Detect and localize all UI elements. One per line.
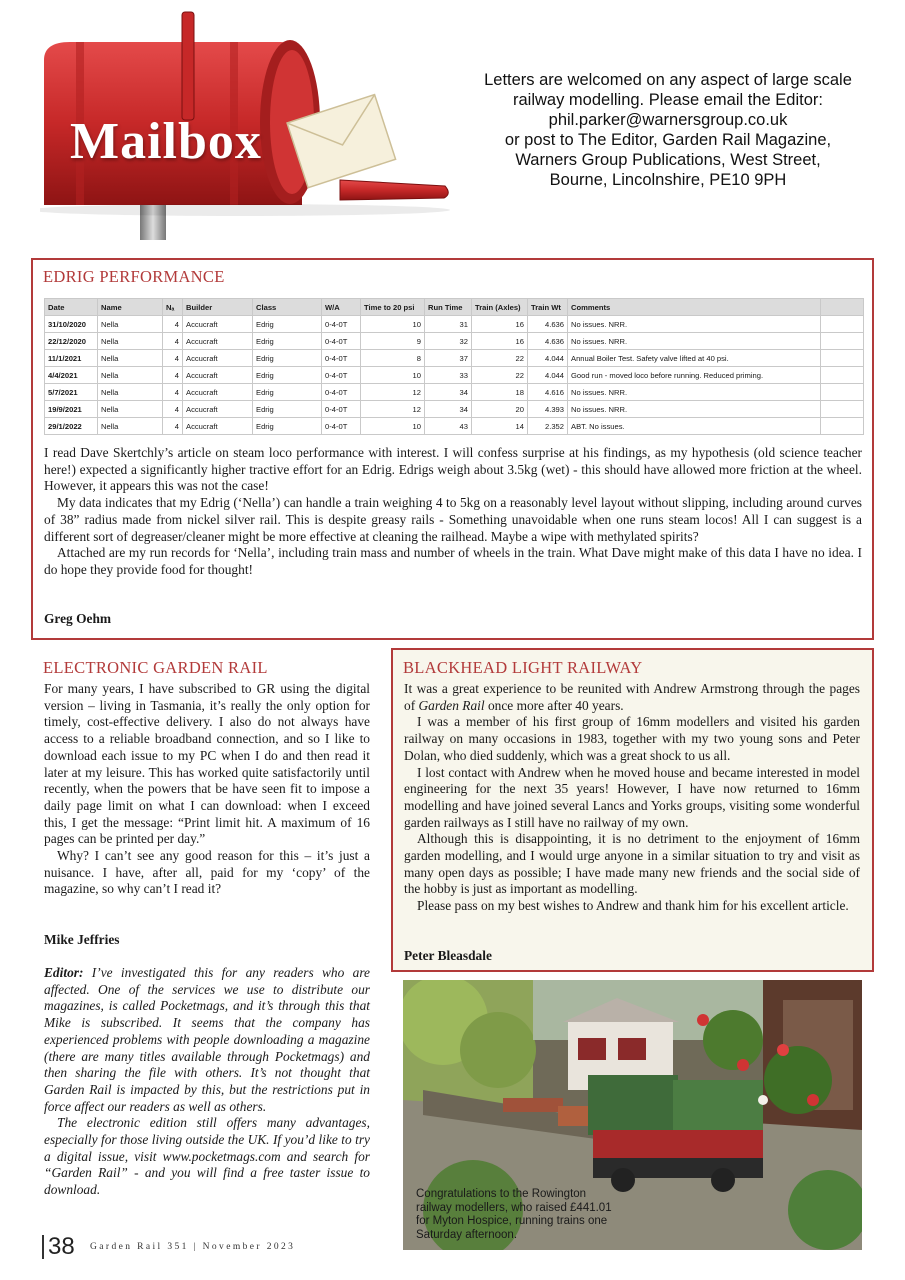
column-header: Nₐ	[163, 299, 183, 316]
table-cell: 10	[361, 418, 425, 435]
table-cell: Edrig	[253, 418, 322, 435]
editor-label: Editor:	[44, 965, 84, 980]
table-cell: Edrig	[253, 367, 322, 384]
table-cell: 12	[361, 401, 425, 418]
table-cell: 4	[163, 316, 183, 333]
page-title: Mailbox	[70, 113, 262, 170]
table-cell: Nella	[98, 350, 163, 367]
table-cell: 5/7/2021	[45, 384, 98, 401]
submission-instructions	[468, 70, 868, 190]
table-cell: 34	[425, 401, 472, 418]
table-cell: Accucraft	[183, 333, 253, 350]
table-cell: 8	[361, 350, 425, 367]
photo-caption: Congratulations to the Rowington railway modellers, who raised £441.01 for Myton Hospice, running trains one Saturday afternoon.	[416, 1188, 612, 1241]
table-cell: 4	[163, 333, 183, 350]
column-header: Train (Axles)	[472, 299, 528, 316]
electronic-letter-body	[44, 681, 370, 898]
blackhead-heading: BLACKHEAD LIGHT RAILWAY	[403, 658, 643, 677]
table-cell: 16	[472, 316, 528, 333]
table-cell: Nella	[98, 401, 163, 418]
table-cell: 4	[163, 401, 183, 418]
table-cell: 33	[425, 367, 472, 384]
letter-signature: Greg Oehm	[44, 611, 112, 626]
intro-line: or post to The Editor, Garden Rail Magazine,	[504, 131, 832, 149]
paragraph	[404, 681, 860, 714]
intro-line: Letters are welcomed on any aspect of large scale	[484, 71, 852, 89]
table-cell: 22	[472, 350, 528, 367]
table-cell: 4	[163, 418, 183, 435]
run-records-table	[44, 298, 864, 435]
footer-issue-info: Garden Rail 351 | November 2023	[90, 1242, 296, 1252]
intro-line: railway modelling. Please email the Editor:	[513, 91, 823, 109]
column-header: Train Wt	[528, 299, 568, 316]
footer-rule	[42, 1235, 44, 1259]
table-cell: 0-4-0T	[322, 401, 361, 418]
table-cell: 22/12/2020	[45, 333, 98, 350]
paragraph: Please pass on my best wishes to Andrew and thank him for his excellent article.	[417, 898, 849, 914]
column-header: Time to 20 psi	[361, 299, 425, 316]
table-cell: 43	[425, 418, 472, 435]
text-run: once more after 40 years.	[484, 697, 624, 713]
table-cell: No issues. NRR.	[568, 384, 821, 401]
table-cell: Nella	[98, 384, 163, 401]
table-cell: 4.636	[528, 333, 568, 350]
table-cell: Edrig	[253, 333, 322, 350]
table-cell	[821, 384, 864, 401]
table-cell: 11/1/2021	[45, 350, 98, 367]
table-cell: No issues. NRR.	[568, 333, 821, 350]
table-cell: 0-4-0T	[322, 350, 361, 367]
column-header: Name	[98, 299, 163, 316]
letter-signature: Mike Jeffries	[44, 932, 120, 947]
table-cell: Edrig	[253, 384, 322, 401]
table-cell	[821, 367, 864, 384]
table-cell: 14	[472, 418, 528, 435]
paragraph: I was a member of his first group of 16mm modellers and visited his garden railway on many occasions in 1983, together with my two young sons and Peter Dolan, who died suddenly, which was a great shock to us all.	[404, 714, 860, 763]
table-cell: Edrig	[253, 401, 322, 418]
table-cell: Good run - moved loco before running. Reduced priming.	[568, 367, 821, 384]
table-cell: 16	[472, 333, 528, 350]
table-cell: 0-4-0T	[322, 384, 361, 401]
table-header-row	[45, 299, 864, 316]
table-cell: No issues. NRR.	[568, 316, 821, 333]
table-cell	[821, 418, 864, 435]
table-cell: Edrig	[253, 316, 322, 333]
paragraph: Although this is disappointing, it is no detriment to the enjoyment of 16mm garden modelling, and I would urge anyone in a similar situation to try and visit as many open days as possible; I have made many new friends and the social side of the hobby is just as important as modelling.	[404, 831, 860, 897]
table-cell: 22	[472, 367, 528, 384]
table-cell: 0-4-0T	[322, 418, 361, 435]
table-cell: 34	[425, 384, 472, 401]
table-cell: 31/10/2020	[45, 316, 98, 333]
table-row	[45, 367, 864, 384]
text-run: It was a great experience to be reunited with Andrew Armstrong through the pages of	[404, 681, 860, 713]
edrig-letter-body	[44, 445, 862, 579]
table-cell: 31	[425, 316, 472, 333]
table-cell: 19/9/2021	[45, 401, 98, 418]
table-cell: Nella	[98, 418, 163, 435]
intro-line: Warners Group Publications, West Street,	[515, 151, 821, 169]
table-row	[45, 333, 864, 350]
table-cell: 29/1/2022	[45, 418, 98, 435]
magazine-title: Garden Rail	[418, 697, 485, 713]
paragraph	[44, 965, 370, 1115]
editor-reply-text: I’ve investigated this for any readers who are affected. One of the services we use to distribute our magazines, is called Pocketmags, and it’s through this that Mike is subscribed. It seems that the company has experienced problems with people downloading a magazine (there are many titles available through Pocketmags) and then sharing the file with others. It’s not thought that Garden Rail is impacted by this, but the restrictions put in force affect our readers as well as others.	[44, 965, 370, 1114]
table-cell: 10	[361, 367, 425, 384]
column-header: W/A	[322, 299, 361, 316]
table-cell	[821, 401, 864, 418]
table-cell: 18	[472, 384, 528, 401]
table-row	[45, 384, 864, 401]
table-cell	[821, 333, 864, 350]
table-row	[45, 418, 864, 435]
table-cell: 4	[163, 350, 183, 367]
column-header	[821, 299, 864, 316]
table-cell: 4.044	[528, 367, 568, 384]
table-cell: 9	[361, 333, 425, 350]
table-cell: Accucraft	[183, 367, 253, 384]
editor-reply	[44, 965, 370, 1199]
table-cell: No issues. NRR.	[568, 401, 821, 418]
column-header: Date	[45, 299, 98, 316]
table-cell: Nella	[98, 316, 163, 333]
table-cell: Accucraft	[183, 350, 253, 367]
intro-line: Bourne, Lincolnshire, PE10 9PH	[549, 171, 787, 189]
editor-email: phil.parker@warnersgroup.co.uk	[548, 111, 788, 129]
blackhead-letter-body	[404, 681, 860, 915]
paragraph: Attached are my run records for ‘Nella’, including train mass and number of wheels in the train. What Dave might make of this data I have no idea. I do hope they provide food for thought!	[44, 545, 862, 577]
table-cell: 4.393	[528, 401, 568, 418]
table-cell: Accucraft	[183, 316, 253, 333]
table-cell: 2.352	[528, 418, 568, 435]
edrig-heading: EDRIG PERFORMANCE	[43, 267, 225, 286]
table-cell: 4.616	[528, 384, 568, 401]
paragraph: I lost contact with Andrew when he moved house and became interested in model engineering for the next 35 years! However, I have now returned to 16mm modelling and have joined several Lancs and Yorks groups, visiting some wonderful garden railways as I still have no railway of my own.	[404, 764, 860, 830]
table-cell: 10	[361, 316, 425, 333]
table-cell: Accucraft	[183, 384, 253, 401]
letter-signature: Peter Bleasdale	[404, 948, 492, 963]
table-cell: Accucraft	[183, 418, 253, 435]
table-cell: Annual Boiler Test. Safety valve lifted at 40 psi.	[568, 350, 821, 367]
paragraph: Why? I can’t see any good reason for this – it’s just a nuisance. I have, after all, paid for my ‘copy’ of the magazine, so why can’t I read it?	[44, 848, 370, 897]
table-cell: 4/4/2021	[45, 367, 98, 384]
paragraph: My data indicates that my Edrig (‘Nella’) can handle a train weighing 4 to 5kg on a reasonably level layout without slipping, including around curves of 38” radius made from nickel silver rail. This is despite greasy rails - Something unavoidable when one runs steam locos! All I can suggest is a different sort of degreaser/cleaner might be more effective at cleaning the railhead. Maybe a wipe with methylated spirits?	[44, 495, 862, 544]
table-cell: Nella	[98, 333, 163, 350]
table-row	[45, 316, 864, 333]
table-cell: Accucraft	[183, 401, 253, 418]
table-cell: Edrig	[253, 350, 322, 367]
table-cell: 4	[163, 384, 183, 401]
column-header: Class	[253, 299, 322, 316]
page-number: 38	[48, 1233, 75, 1260]
column-header: Builder	[183, 299, 253, 316]
paragraph: For many years, I have subscribed to GR using the digital version – living in Tasmania, it’s really the only option for timely, cost-effective delivery. I also do not always have access to a reliable broadband connection, and so I like to download each issue to my PC when I do and then read it later at my leisure. This has worked quite satisfactorily until recently, when the powers that be have seen fit to impose a daily page limit on what I can download: when I exceed this, I get the message: “Print limit hit. A maximum of 16 pages can be printed per day.”	[44, 681, 370, 847]
table-cell: 0-4-0T	[322, 333, 361, 350]
table-cell: 20	[472, 401, 528, 418]
paragraph: The electronic edition still offers many advantages, especially for those living outside the UK. If you’d like to try a digital issue, visit www.pocketmags.com and search for “Garden Rail” - and you will find a free taster issue to download.	[44, 1115, 370, 1198]
table-cell: 37	[425, 350, 472, 367]
table-cell	[821, 316, 864, 333]
table-cell: ABT. No issues.	[568, 418, 821, 435]
table-cell: 4	[163, 367, 183, 384]
table-cell: 0-4-0T	[322, 367, 361, 384]
table-cell: Nella	[98, 367, 163, 384]
electronic-heading: ELECTRONIC GARDEN RAIL	[43, 658, 268, 677]
table-row	[45, 401, 864, 418]
table-cell	[821, 350, 864, 367]
table-cell: 4.044	[528, 350, 568, 367]
table-cell: 4.636	[528, 316, 568, 333]
table-row	[45, 350, 864, 367]
table-cell: 12	[361, 384, 425, 401]
column-header: Comments	[568, 299, 821, 316]
table-cell: 32	[425, 333, 472, 350]
column-header: Run Time	[425, 299, 472, 316]
paragraph: I read Dave Skertchly’s article on steam loco performance with interest. I will confess surprise at his findings, as my hypothesis (old science teacher here!) expected a significantly higher tractive effort for an Edrig. Edrigs weigh about 3.5kg (wet) - this should have allowed more friction at the wheel. However, it appears this was not the case!	[44, 445, 862, 494]
table-cell: 0-4-0T	[322, 316, 361, 333]
